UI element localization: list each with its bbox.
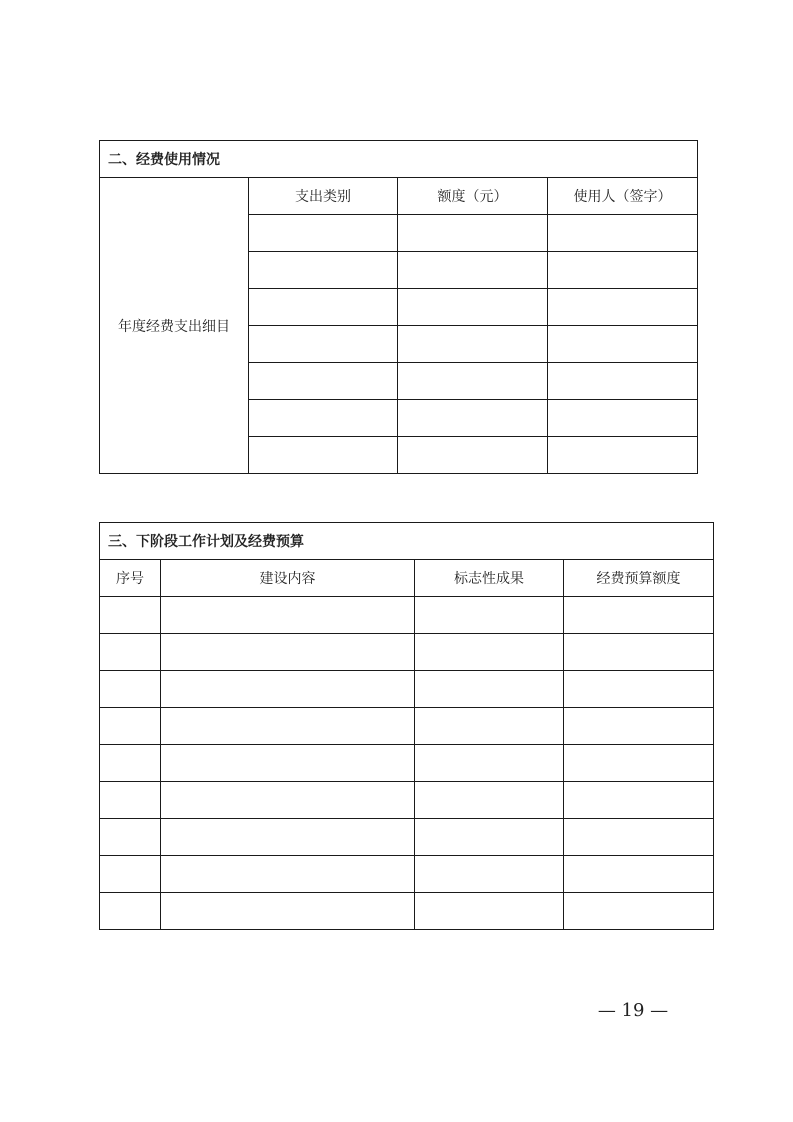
expense-category-cell[interactable] (249, 363, 398, 400)
construction-content-cell[interactable] (161, 745, 415, 782)
plan-entry-row (100, 856, 714, 893)
construction-content-cell[interactable] (161, 634, 415, 671)
column-header-user-signature: 使用人（签字） (548, 178, 698, 215)
serial-number-cell[interactable] (100, 745, 161, 782)
amount-cell[interactable] (398, 252, 548, 289)
plan-entry-row (100, 782, 714, 819)
section-title-expense-usage: 二、经费使用情况 (100, 141, 698, 178)
user-signature-cell[interactable] (548, 363, 698, 400)
section-title-next-stage-plan: 三、下阶段工作计划及经费预算 (100, 523, 714, 560)
landmark-results-cell[interactable] (415, 671, 564, 708)
budget-amount-cell[interactable] (564, 671, 714, 708)
budget-amount-cell[interactable] (564, 745, 714, 782)
serial-number-cell[interactable] (100, 597, 161, 634)
serial-number-cell[interactable] (100, 782, 161, 819)
budget-amount-cell[interactable] (564, 856, 714, 893)
plan-entry-row (100, 745, 714, 782)
amount-cell[interactable] (398, 289, 548, 326)
plan-entry-row (100, 819, 714, 856)
construction-content-cell[interactable] (161, 782, 415, 819)
expense-category-cell[interactable] (249, 252, 398, 289)
serial-number-cell[interactable] (100, 893, 161, 930)
column-header-construction-content: 建设内容 (161, 560, 415, 597)
plan-entry-row (100, 893, 714, 930)
plan-entry-row (100, 634, 714, 671)
plan-entry-row (100, 671, 714, 708)
amount-cell[interactable] (398, 215, 548, 252)
budget-amount-cell[interactable] (564, 708, 714, 745)
budget-amount-cell[interactable] (564, 782, 714, 819)
serial-number-cell[interactable] (100, 819, 161, 856)
column-header-expense-category: 支出类别 (249, 178, 398, 215)
construction-content-cell[interactable] (161, 893, 415, 930)
budget-amount-cell[interactable] (564, 597, 714, 634)
serial-number-cell[interactable] (100, 634, 161, 671)
user-signature-cell[interactable] (548, 437, 698, 474)
construction-content-cell[interactable] (161, 856, 415, 893)
construction-content-cell[interactable] (161, 819, 415, 856)
amount-cell[interactable] (398, 363, 548, 400)
landmark-results-cell[interactable] (415, 893, 564, 930)
column-header-serial-number: 序号 (100, 560, 161, 597)
landmark-results-cell[interactable] (415, 708, 564, 745)
user-signature-cell[interactable] (548, 252, 698, 289)
landmark-results-cell[interactable] (415, 782, 564, 819)
budget-amount-cell[interactable] (564, 819, 714, 856)
expense-category-cell[interactable] (249, 326, 398, 363)
plan-entry-row (100, 597, 714, 634)
expense-category-cell[interactable] (249, 289, 398, 326)
expense-category-cell[interactable] (249, 437, 398, 474)
expense-category-cell[interactable] (249, 400, 398, 437)
budget-amount-cell[interactable] (564, 634, 714, 671)
budget-amount-cell[interactable] (564, 893, 714, 930)
next-stage-plan-table (99, 522, 714, 930)
construction-content-cell[interactable] (161, 671, 415, 708)
serial-number-cell[interactable] (100, 708, 161, 745)
construction-content-cell[interactable] (161, 708, 415, 745)
amount-cell[interactable] (398, 400, 548, 437)
plan-entry-row (100, 708, 714, 745)
landmark-results-cell[interactable] (415, 819, 564, 856)
expense-category-cell[interactable] (249, 215, 398, 252)
amount-cell[interactable] (398, 326, 548, 363)
user-signature-cell[interactable] (548, 326, 698, 363)
serial-number-cell[interactable] (100, 856, 161, 893)
landmark-results-cell[interactable] (415, 745, 564, 782)
construction-content-cell[interactable] (161, 597, 415, 634)
serial-number-cell[interactable] (100, 671, 161, 708)
landmark-results-cell[interactable] (415, 856, 564, 893)
amount-cell[interactable] (398, 437, 548, 474)
landmark-results-cell[interactable] (415, 597, 564, 634)
column-header-landmark-results: 标志性成果 (415, 560, 564, 597)
annual-expense-detail-label: 年度经费支出细目 (100, 178, 249, 474)
user-signature-cell[interactable] (548, 215, 698, 252)
column-header-budget-amount: 经费预算额度 (564, 560, 714, 597)
page-number: — 19 — (597, 1000, 669, 1021)
expense-usage-table (99, 140, 698, 474)
landmark-results-cell[interactable] (415, 634, 564, 671)
user-signature-cell[interactable] (548, 289, 698, 326)
column-header-amount: 额度（元） (398, 178, 548, 215)
user-signature-cell[interactable] (548, 400, 698, 437)
